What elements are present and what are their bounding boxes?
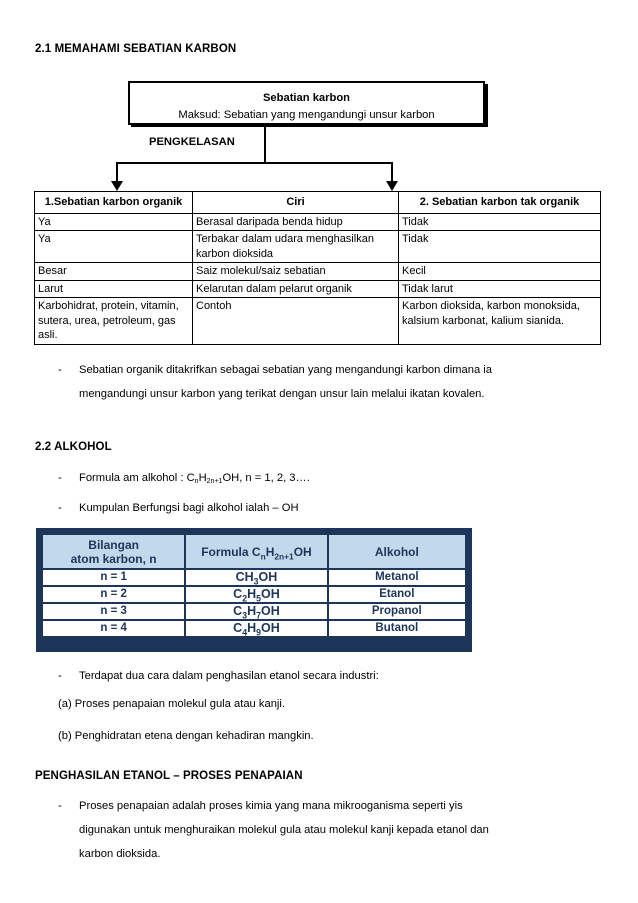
- alcohol-formula: $C_3H_7OH$: [185, 603, 327, 620]
- alcohol-formula: $C_2H_5OH$: [185, 586, 327, 603]
- table-cell: Tidak: [399, 213, 601, 231]
- table-row: [42, 586, 466, 603]
- table-row: [42, 620, 466, 637]
- classification-label: PENGKELASAN: [149, 136, 235, 148]
- alcohol-header-formula: Formula $C_nH_{2n+1}OH$: [185, 534, 327, 569]
- note-line-1: Sebatian organik ditakrifkan sebagai sebatian yang mengandungi karbon dimana ia: [79, 364, 492, 376]
- section-heading-2-2: 2.2 ALKOHOL: [35, 441, 112, 453]
- table-row: [35, 280, 601, 298]
- connector-right-drop: [391, 162, 393, 182]
- section-heading-2-1: 2.1 MEMAHAMI SEBATIAN KARBON: [35, 43, 237, 55]
- fermentation-line-3: karbon dioksida.: [79, 848, 161, 860]
- bullet-dash: -: [58, 364, 62, 376]
- definition-box: [128, 81, 485, 125]
- header-inorganic: 2. Sebatian karbon tak organik: [399, 192, 601, 214]
- table-row: [35, 213, 601, 231]
- table-row: [35, 263, 601, 281]
- table-cell: Kelarutan dalam pelarut organik: [193, 280, 399, 298]
- functional-group-text: Kumpulan Berfungsi bagi alkohol ialah – OH: [79, 502, 299, 514]
- definition-box-title: Sebatian karbon: [262, 92, 351, 104]
- table-cell: Besar: [35, 263, 193, 281]
- table-cell: Ya: [35, 213, 193, 231]
- box-shadow-bottom: [131, 125, 488, 127]
- table-cell: Kecil: [399, 263, 601, 281]
- arrow-down-left-icon: [111, 181, 123, 191]
- table-cell: Berasal daripada benda hidup: [193, 213, 399, 231]
- header-ciri: Ciri: [193, 192, 399, 214]
- table-cell: Tidak larut: [399, 280, 601, 298]
- alcohol-n: n = 3: [42, 603, 185, 620]
- table-cell: Ya: [35, 231, 193, 263]
- table-cell: Terbakar dalam udara menghasilkan karbon dioksida: [193, 231, 399, 263]
- section-heading-penapaian: PENGHASILAN ETANOL – PROSES PENAPAIAN: [35, 770, 303, 782]
- fermentation-line-2: digunakan untuk menghuraikan molekul gula atau molekul kanji kepada etanol dan: [79, 824, 489, 836]
- fermentation-line-1: Proses penapaian adalah proses kimia yang mana mikrooganisma seperti yis: [79, 800, 463, 812]
- header-organic: 1.Sebatian karbon organik: [35, 192, 193, 214]
- table-row: [42, 603, 466, 620]
- table-cell: Larut: [35, 280, 193, 298]
- alcohol-name: Propanol: [328, 603, 466, 620]
- connector-left-drop: [116, 162, 118, 182]
- table-row: [42, 569, 466, 586]
- alcohol-n: n = 1: [42, 569, 185, 586]
- connector-vertical-main: [264, 127, 266, 163]
- method-b: (b) Penghidratan etena dengan kehadiran mangkin.: [58, 730, 314, 742]
- connector-horizontal: [116, 162, 393, 164]
- alcohol-n: n = 4: [42, 620, 185, 637]
- table-row: [35, 231, 601, 263]
- table-header-row: [35, 192, 601, 214]
- carbon-compound-table: [34, 191, 601, 345]
- bullet-dash: -: [58, 800, 62, 812]
- alcohol-table-header: [42, 534, 466, 569]
- table-cell: Karbon dioksida, karbon monoksida, kalsium karbonat, kalium sianida.: [399, 298, 601, 345]
- note-line-2: mengandungi unsur karbon yang terikat dengan unsur lain melalui ikatan kovalen.: [79, 388, 485, 400]
- alcohol-name: Metanol: [328, 569, 466, 586]
- table-cell: Karbohidrat, protein, vitamin, sutera, urea, petroleum, gas asli.: [35, 298, 193, 345]
- alcohol-name: Butanol: [328, 620, 466, 637]
- table-cell: Saiz molekul/saiz sebatian: [193, 263, 399, 281]
- alcohol-table: [36, 528, 472, 652]
- bullet-dash: -: [58, 472, 62, 484]
- bullet-dash: -: [58, 670, 62, 682]
- bullet-dash: -: [58, 502, 62, 514]
- box-shadow-right: [485, 84, 488, 127]
- arrow-down-right-icon: [386, 181, 398, 191]
- general-formula-text: Formula am alkohol : CnH2n+1OH, n = 1, 2, 3….: [79, 472, 310, 485]
- industry-intro-text: Terdapat dua cara dalam penghasilan etanol secara industri:: [79, 670, 379, 682]
- alcohol-n: n = 2: [42, 586, 185, 603]
- table-cell: Contoh: [193, 298, 399, 345]
- method-a: (a) Proses penapaian molekul gula atau kanji.: [58, 698, 285, 710]
- alcohol-formula: $C_4H_9OH$: [185, 620, 327, 637]
- alcohol-formula: $CH_3OH$: [185, 569, 327, 586]
- definition-box-text: Maksud: Sebatian yang mengandungi unsur karbon: [178, 109, 435, 121]
- alcohol-header-name: Alkohol: [328, 534, 466, 569]
- alcohol-name: Etanol: [328, 586, 466, 603]
- alcohol-header-n: Bilangan atom karbon, n: [42, 534, 185, 569]
- table-cell: Tidak: [399, 231, 601, 263]
- table-row: [35, 298, 601, 345]
